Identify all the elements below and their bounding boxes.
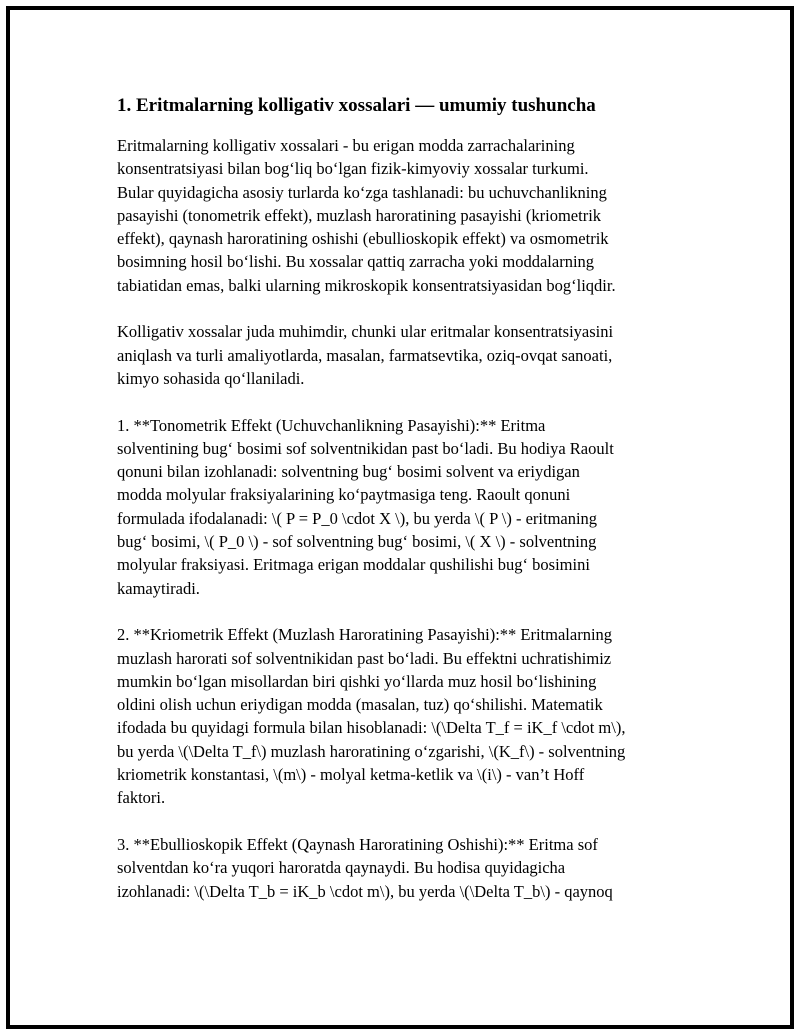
paragraph-cryometric: 2. **Kriometrik Effekt (Muzlash Haroratining Pasayishi):** Eritmalarning muzlash harorati sof solventnikidan past bo‘ladi. Bu effektni uchratishimiz mumkin bo‘lgan misollardan biri qishki yo‘llarda muz hosil bo‘lishining oldini olish uchun eriydigan modda (masalan, tuz) qo‘shilishi. Matematik ifodada bu quyidagi formula bilan hisoblanadi: \(\Delta T_f = iK_f \cdot m\), bu yerda \(\Delta T_f\) muzlash haroratining o‘zgarishi, \(K_f\) - solventning kriometrik konstantasi, \(m\) - molyal ketma-ketlik va \(i\) - van’t Hoff faktori. — [117, 625, 626, 808]
paragraph-intro: Eritmalarning kolligativ xossalari - bu erigan modda zarrachalarining konsentratsiyasi bilan bog‘liq bo‘lgan fizik-kimyoviy xossalar turkumi. Bular quyidagicha asosiy turlarda ko‘zga tashlanadi: bu uchuvchanlikning pasayishi (tonometrik effekt), muzlash haroratining pasayishi (kriometrik effekt), qaynash haroratining oshishi (ebullioskopik effekt) va osmometrik bosimning hosil bo‘lishi. Bu xossalar qattiq zarracha yoki moddalarning tabiatidan emas, balki ularning mikroskopik konsentratsiyasidan bog‘liqdir. — [117, 136, 616, 295]
paragraph-importance: Kolligativ xossalar juda muhimdir, chunki ular eritmalar konsentratsiyasini aniqlash va turli amaliyotlarda, masalan, farmatsevtika, oziq-ovqat sanoati, kimyo sohasida qo‘llaniladi. — [117, 322, 614, 388]
paragraph-ebullioscopic: 3. **Ebullioskopik Effekt (Qaynash Haroratining Oshishi):** Eritma sof solventdan ko‘ra yuqori haroratda qaynaydi. Bu hodisa quyidagicha izohlanadi: \(\Delta T_b = iK_b \cdot m\), bu yerda \(\Delta T_b\) - qaynoq — [117, 834, 613, 901]
document-body — [117, 93, 692, 926]
paragraph-tonometric: 1. **Tonometrik Effekt (Uchuvchanlikning Pasayishi):** Eritma solventining bug‘ bosimi sof solventnikidan past bo‘ladi. Bu hodiya Raoult qonuni bilan izohlanadi: solventning bug‘ bosimi solvent va eriydigan modda molyular fraksiyalarining ko‘paytmasiga teng. Raoult qonuni formulada ifodalanadi: \( P = P_0 \cdot X \), bu yerda \( P \) - eritmaning bug‘ bosimi, \( P_0 \) - sof solventning bug‘ bosimi, \( X \) - solventning molyular fraksiyasi. Eritmaga erigan moddalar qushilishi bug‘ bosimini kamaytiradi. — [117, 415, 614, 598]
document-title: 1. Eritmalarning kolligativ xossalari — umumiy tushuncha — [117, 95, 596, 116]
